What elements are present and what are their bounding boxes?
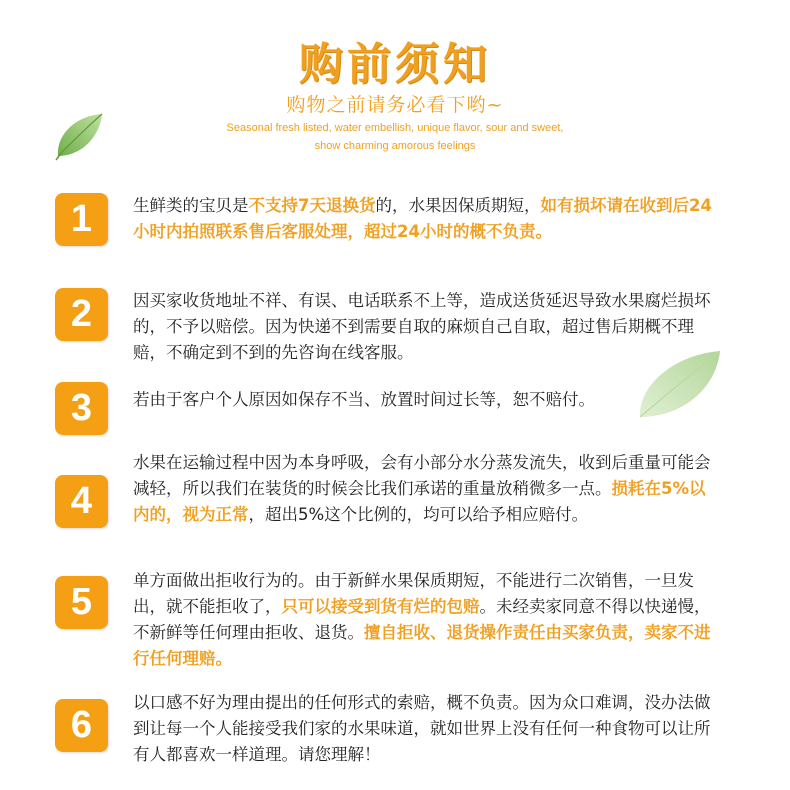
item-text: 以口感不好为理由提出的任何形式的索赔，概不负责。因为众口难调，没办法做到让每一个人能接受我们家的水果味道，就如世界上没有任何一种食物可以让所有人都喜欢一样道理。请您理解！ — [133, 693, 711, 764]
leaf-icon — [52, 110, 106, 162]
item-number-badge: 6 — [55, 699, 108, 752]
item-number-badge: 3 — [55, 382, 108, 435]
tagline-line-1: Seasonal fresh listed, water embellish, unique flavor, sour and sweet, — [226, 122, 564, 134]
tagline-line-2: show charming amorous feelings — [314, 140, 476, 152]
item-text: 单方面做出拒收行为的。由于新鲜水果保质期短，不能进行二次销售，一旦发出，就不能拒收了，只可以接受到货有烂的包赔。未经卖家同意不得以快递慢，不新鲜等任何理由拒收、退货。擅自拒收、退货操作责任由买家负责，卖家不进行任何理赔。 — [133, 571, 711, 668]
item-number-badge: 5 — [55, 576, 108, 629]
item-text: 因买家收货地址不祥、有误、电话联系不上等，造成送货延迟导致水果腐烂损坏的，不予以赔偿。因为快递不到需要自取的麻烦自己自取，超过售后期概不理赔，不确定到不到的先咨询在线客服。 — [133, 291, 711, 362]
item-text: 生鲜类的宝贝是不支持7天退换货的，水果因保质期短，如有损坏请在收到后24小时内拍照联系售后客服处理，超过24小时的概不负责。 — [133, 196, 712, 241]
page-subtitle: 购物之前请务必看下哟~ — [286, 94, 504, 116]
item-number-badge: 4 — [55, 475, 108, 528]
item-text: 水果在运输过程中因为本身呼吸，会有小部分水分蒸发流失，收到后重量可能会减轻，所以我们在装货的时候会比我们承诺的重量放稍微多一点。损耗在5%以内的，视为正常，超出5%这个比例的，均可以给予相应赔付。 — [133, 453, 711, 524]
item-number-badge: 1 — [55, 193, 108, 246]
item-number-badge: 2 — [55, 288, 108, 341]
item-text: 若由于客户个人原因如保存不当、放置时间过长等，恕不赔付。 — [133, 390, 595, 409]
page-title: 购前须知 — [299, 39, 491, 90]
